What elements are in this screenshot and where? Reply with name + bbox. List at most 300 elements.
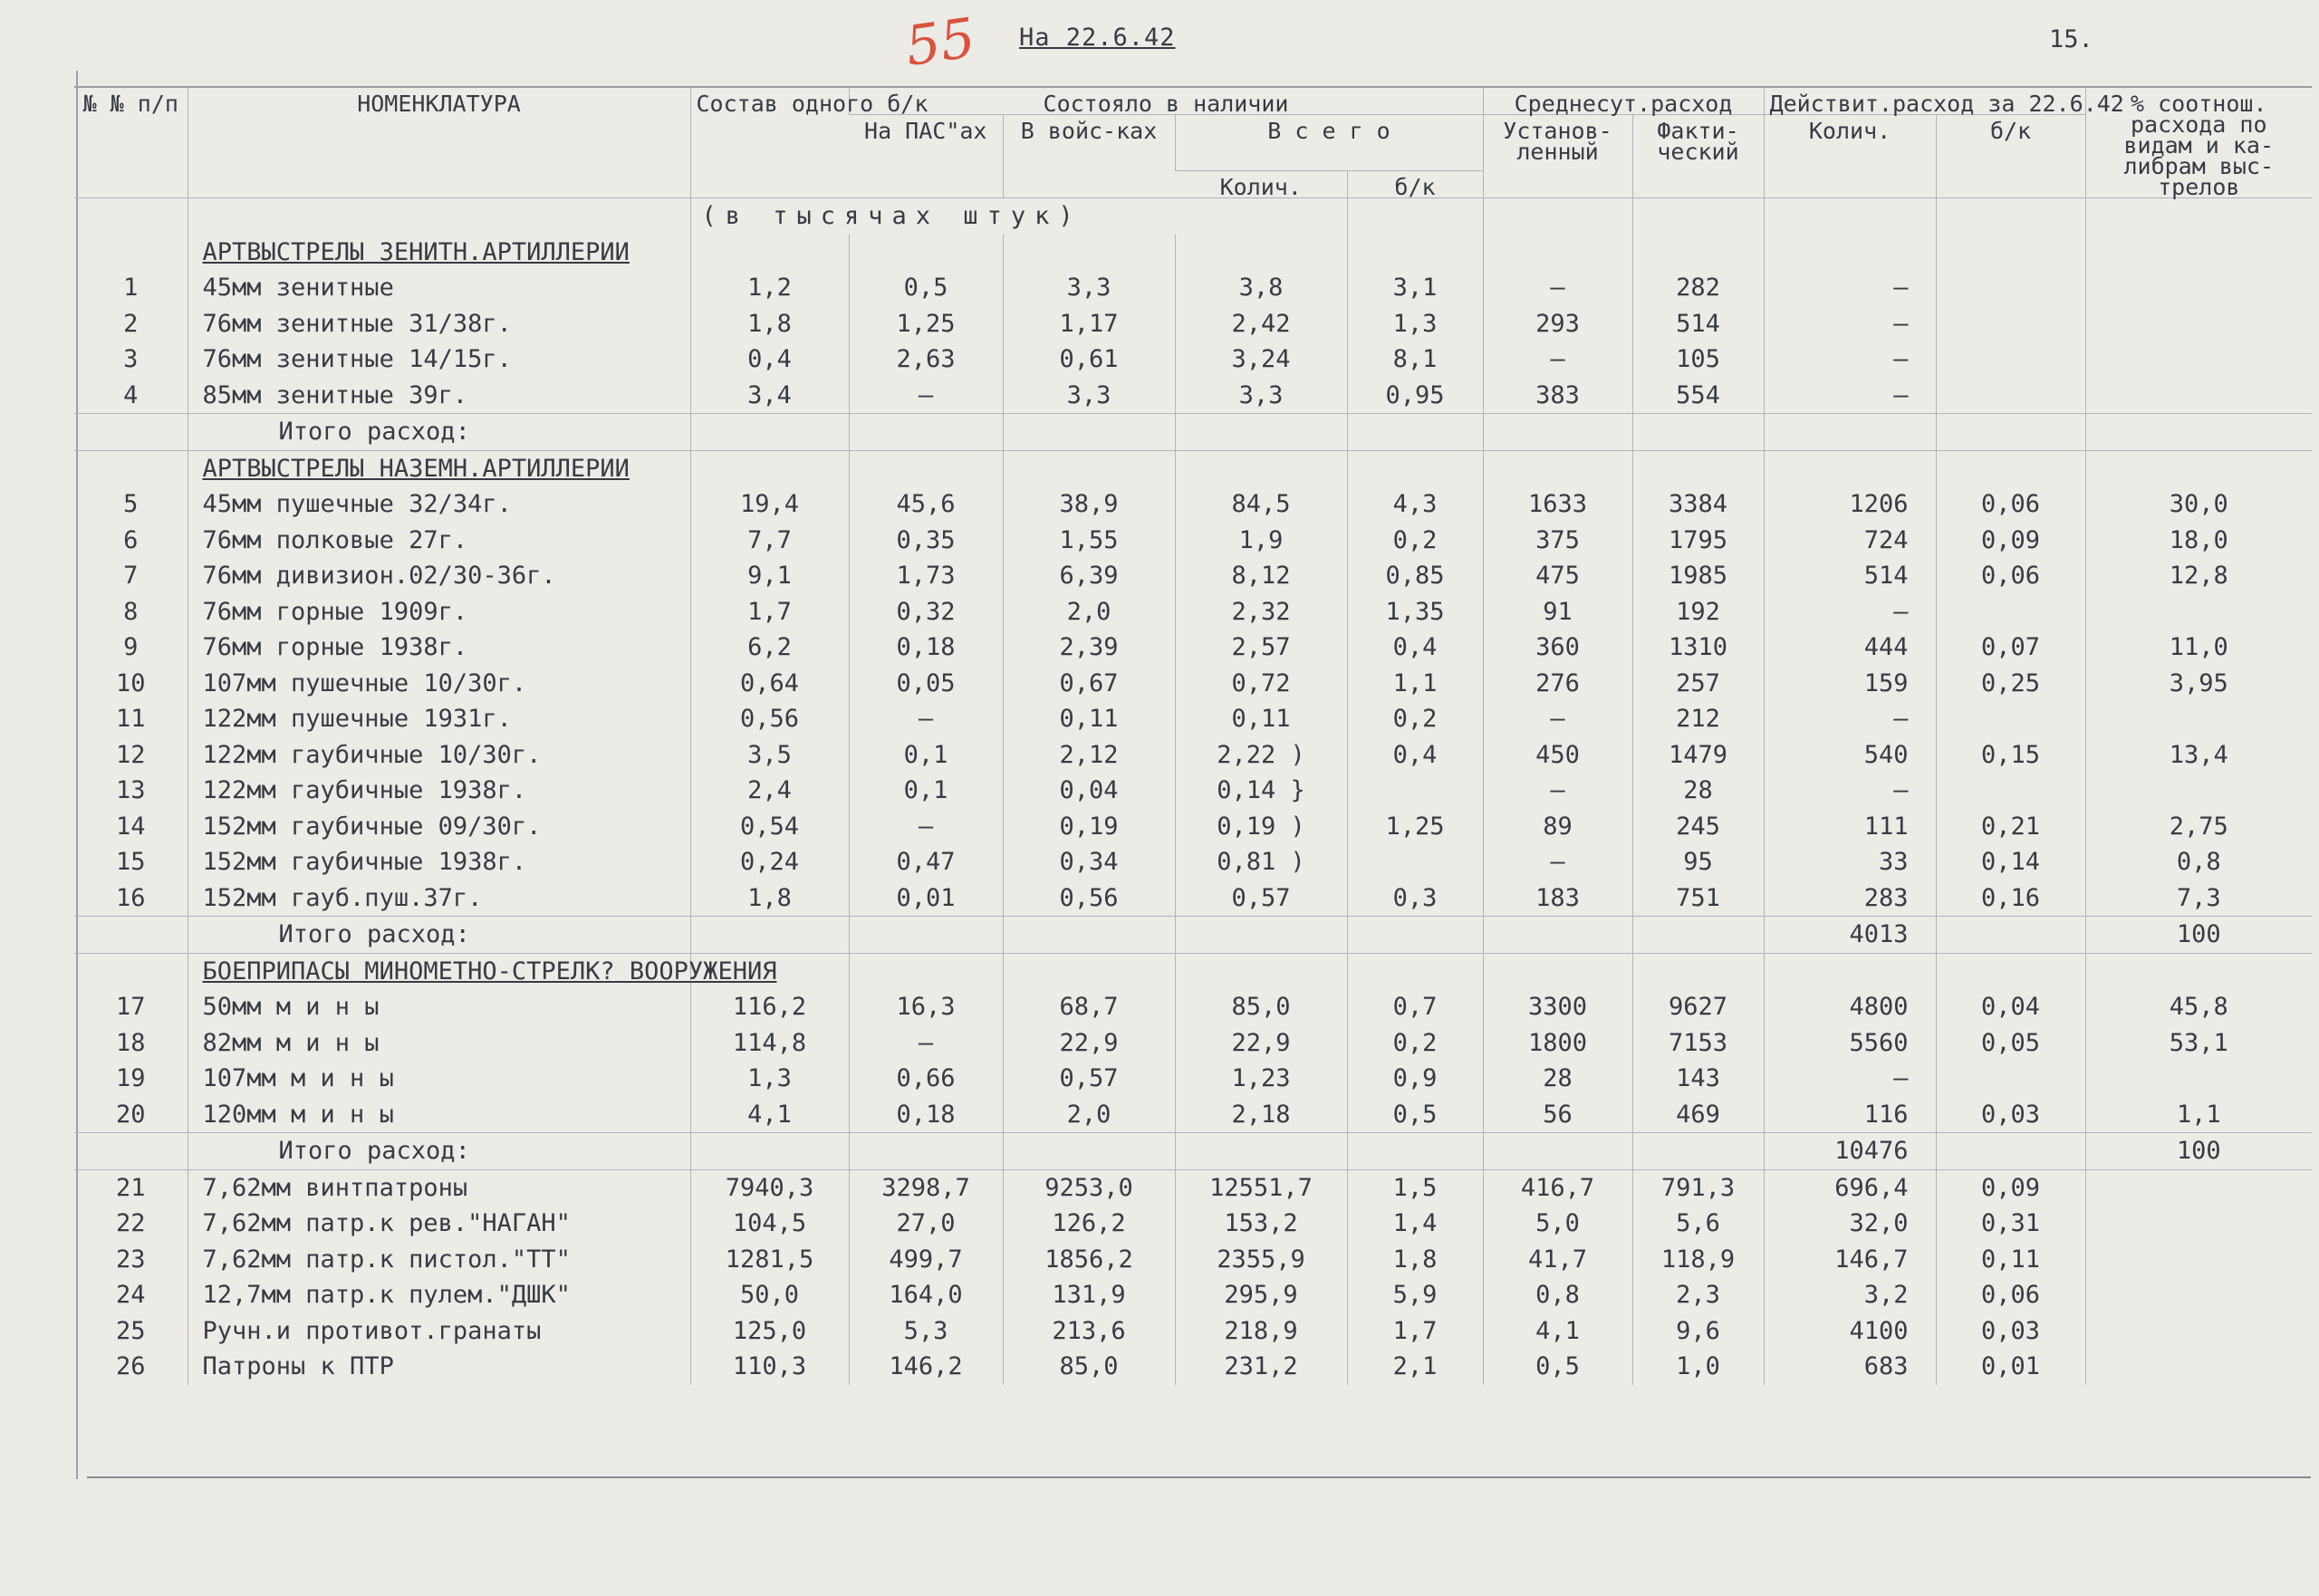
cell-comp: 9,1 — [690, 558, 849, 594]
col-pas: На ПАС"ах — [849, 115, 1003, 198]
table-row — [74, 701, 2312, 737]
cell-aact: 3384 — [1632, 486, 1764, 523]
cell-name: 152мм гаубичные 09/30г. — [188, 809, 690, 845]
cell-bk — [1936, 341, 2085, 378]
cell-tbk: 4,3 — [1347, 486, 1483, 523]
cell-aact: 1310 — [1632, 630, 1764, 666]
cell-pct: 3,95 — [2085, 666, 2312, 702]
cell-aset: 1633 — [1483, 486, 1632, 523]
cell-tbk: 1,4 — [1347, 1206, 1483, 1242]
cell-bk: 0,16 — [1936, 880, 2085, 917]
cell-comp: 114,8 — [690, 1025, 849, 1062]
cell-tqty: 3,24 — [1175, 341, 1347, 378]
cell-troops: 6,39 — [1003, 558, 1175, 594]
table-row — [74, 1025, 2312, 1062]
cell-pas: 0,5 — [849, 270, 1003, 306]
cell-tbk: 0,95 — [1347, 378, 1483, 414]
cell-name: 76мм горные 1909г. — [188, 594, 690, 630]
cell-troops: 2,0 — [1003, 1097, 1175, 1133]
cell-pct: 45,8 — [2085, 989, 2312, 1025]
cell-troops: 68,7 — [1003, 989, 1175, 1025]
cell-pas: 2,63 — [849, 341, 1003, 378]
cell-pct — [2085, 1277, 2312, 1313]
cell-name: 76мм зенитные 31/38г. — [188, 306, 690, 342]
cell-n: 1 — [123, 274, 139, 303]
cell-tqty: 1,9 — [1175, 523, 1347, 559]
cell-aset: 56 — [1483, 1097, 1632, 1133]
cell-tbk: 2,1 — [1347, 1349, 1483, 1385]
total-qty — [1764, 414, 1936, 451]
cell-aset: 3300 — [1483, 989, 1632, 1025]
cell-comp: 50,0 — [690, 1277, 849, 1313]
cell-name: 12,7мм патр.к пулем."ДШК" — [188, 1277, 690, 1313]
cell-pct: 2,75 — [2085, 809, 2312, 845]
cell-troops: 2,39 — [1003, 630, 1175, 666]
cell-bk: 0,06 — [1936, 1277, 2085, 1313]
cell-pct — [2085, 1313, 2312, 1350]
cell-tbk: 1,25 — [1347, 809, 1483, 845]
section-title: АРТВЫСТРЕЛЫ НАЗЕМН.АРТИЛЛЕРИИ — [188, 450, 690, 486]
cell-bk — [1936, 378, 2085, 414]
cell-n: 25 — [115, 1316, 146, 1345]
cell-troops: 38,9 — [1003, 486, 1175, 523]
table-row — [74, 630, 2312, 666]
cell-n: 21 — [74, 1169, 188, 1206]
cell-aset: 183 — [1483, 880, 1632, 917]
cell-n: 22 — [115, 1209, 146, 1238]
cell-n: 9 — [123, 633, 139, 662]
stamp-number: 55 — [901, 6, 979, 79]
cell-troops: 213,6 — [1003, 1313, 1175, 1350]
cell-name: 152мм гауб.пуш.37г. — [188, 880, 690, 917]
section-title: БОЕПРИПАСЫ МИНОМЕТНО-СТРЕЛК? ВООРУЖЕНИЯ — [188, 953, 690, 989]
cell-pct: 0,8 — [2085, 844, 2312, 880]
col-actual-qty: Колич. — [1764, 115, 1936, 198]
cell-pct: 53,1 — [2085, 1025, 2312, 1062]
cell-aact: 257 — [1632, 666, 1764, 702]
cell-tqty: 2,22 ) — [1175, 737, 1347, 774]
cell-tbk: 0,85 — [1347, 558, 1483, 594]
cell-bk: 0,05 — [1936, 1025, 2085, 1062]
cell-troops: 1,17 — [1003, 306, 1175, 342]
cell-tbk: 0,2 — [1347, 523, 1483, 559]
cell-aset: 375 — [1483, 523, 1632, 559]
cell-tbk: 1,8 — [1347, 1242, 1483, 1278]
cell-aact: 118,9 — [1632, 1242, 1764, 1278]
cell-tbk: 1,3 — [1347, 306, 1483, 342]
table-row — [74, 1349, 2312, 1385]
cell-name: 7,62мм патр.к пистол."ТТ" — [188, 1242, 690, 1278]
table-row — [74, 1313, 2312, 1350]
cell-bk: 0,31 — [1936, 1206, 2085, 1242]
cell-pas: 0,18 — [849, 630, 1003, 666]
cell-aact: 469 — [1632, 1097, 1764, 1133]
cell-aact: 1795 — [1632, 523, 1764, 559]
page-number: 15. — [2049, 25, 2093, 53]
cell-name: 120мм м и н ы — [188, 1097, 690, 1133]
cell-pct — [2085, 1206, 2312, 1242]
cell-troops: 3,3 — [1003, 270, 1175, 306]
cell-pct: 1,1 — [2085, 1097, 2312, 1133]
cell-n: 11 — [115, 705, 146, 734]
cell-tqty: 3,3 — [1175, 378, 1347, 414]
cell-pas: – — [849, 701, 1003, 737]
cell-aact: 9627 — [1632, 989, 1764, 1025]
cell-pas: 16,3 — [849, 989, 1003, 1025]
cell-tqty: 0,81 ) — [1175, 844, 1347, 880]
cell-comp: 116,2 — [690, 989, 849, 1025]
table-row — [74, 880, 2312, 917]
cell-n: 4 — [123, 380, 139, 409]
cell-tqty: 218,9 — [1175, 1313, 1347, 1350]
cell-tqty: 85,0 — [1175, 989, 1347, 1025]
cell-aset: 276 — [1483, 666, 1632, 702]
cell-tbk: 0,4 — [1347, 737, 1483, 774]
cell-n: 20 — [115, 1100, 146, 1129]
cell-qty: 696,4 — [1764, 1169, 1936, 1206]
cell-n: 17 — [115, 993, 146, 1022]
cell-qty: 111 — [1764, 809, 1936, 845]
cell-troops: 0,56 — [1003, 880, 1175, 917]
table-row — [74, 1061, 2312, 1097]
cell-tqty: 0,14 } — [1175, 773, 1347, 809]
total-qty: 10476 — [1764, 1133, 1936, 1170]
cell-name: 122мм пушечные 1931г. — [188, 701, 690, 737]
cell-troops: 0,67 — [1003, 666, 1175, 702]
cell-aset: 89 — [1483, 809, 1632, 845]
cell-tbk: 8,1 — [1347, 341, 1483, 378]
cell-n: 12 — [115, 740, 146, 769]
cell-tqty: 0,72 — [1175, 666, 1347, 702]
section-title-row — [74, 235, 2312, 271]
cell-tqty: 0,19 ) — [1175, 809, 1347, 845]
cell-aact: 1985 — [1632, 558, 1764, 594]
total-qty: 4013 — [1764, 917, 1936, 954]
col-nn: № № п/п — [74, 87, 188, 198]
cell-qty: 283 — [1764, 880, 1936, 917]
cell-bk: 0,01 — [1936, 1349, 2085, 1385]
ammunition-table — [74, 86, 2312, 1385]
cell-name: 7,62мм патр.к рев."НАГАН" — [188, 1206, 690, 1242]
cell-aact: 7153 — [1632, 1025, 1764, 1062]
cell-bk — [1936, 1061, 2085, 1097]
cell-pct — [2085, 1061, 2312, 1097]
col-on-hand: Состояло в наличии — [849, 87, 1483, 115]
cell-bk: 0,11 — [1936, 1242, 2085, 1278]
table-row — [74, 1169, 2312, 1206]
cell-tbk: 0,5 — [1347, 1097, 1483, 1133]
cell-aact: 1479 — [1632, 737, 1764, 774]
cell-aset: 416,7 — [1483, 1169, 1632, 1206]
cell-bk — [1936, 701, 2085, 737]
cell-pct — [2085, 773, 2312, 809]
cell-comp: 3,5 — [690, 737, 849, 774]
cell-n: 15 — [115, 848, 146, 877]
cell-aset: 41,7 — [1483, 1242, 1632, 1278]
cell-qty: 5560 — [1764, 1025, 1936, 1062]
cell-pct: 7,3 — [2085, 880, 2312, 917]
cell-pct — [2085, 1169, 2312, 1206]
cell-qty: – — [1764, 701, 1936, 737]
cell-bk: 0,09 — [1936, 523, 2085, 559]
cell-name: 45мм зенитные — [188, 270, 690, 306]
cell-aact: 95 — [1632, 844, 1764, 880]
cell-pas: 0,32 — [849, 594, 1003, 630]
cell-comp: 1,8 — [690, 880, 849, 917]
cell-tqty: 295,9 — [1175, 1277, 1347, 1313]
cell-pas: 499,7 — [849, 1242, 1003, 1278]
table-row — [74, 1206, 2312, 1242]
cell-pas: 0,1 — [849, 737, 1003, 774]
cell-troops: 2,0 — [1003, 594, 1175, 630]
cell-name: 122мм гаубичные 10/30г. — [188, 737, 690, 774]
cell-pct — [2085, 1242, 2312, 1278]
col-composition: Состав одного б/к — [690, 87, 849, 198]
cell-bk: 0,06 — [1936, 486, 2085, 523]
col-avg-set: Установ-ленный — [1483, 115, 1632, 198]
table-row — [74, 558, 2312, 594]
cell-comp: 7,7 — [690, 523, 849, 559]
cell-tqty: 153,2 — [1175, 1206, 1347, 1242]
cell-tbk: 3,1 — [1347, 270, 1483, 306]
cell-pas: – — [849, 1025, 1003, 1062]
total-row — [74, 917, 2312, 954]
cell-qty: 159 — [1764, 666, 1936, 702]
cell-n: 19 — [115, 1064, 146, 1093]
cell-bk: 0,03 — [1936, 1313, 2085, 1350]
cell-qty: – — [1764, 1061, 1936, 1097]
cell-qty: – — [1764, 594, 1936, 630]
cell-pas: 1,25 — [849, 306, 1003, 342]
cell-n: 13 — [115, 776, 146, 805]
col-troops: В войс-ках — [1003, 115, 1175, 198]
cell-tqty: 1,23 — [1175, 1061, 1347, 1097]
cell-tbk: 1,1 — [1347, 666, 1483, 702]
cell-bk: 0,25 — [1936, 666, 2085, 702]
table-row — [74, 809, 2312, 845]
table-row — [74, 486, 2312, 523]
cell-pct — [2085, 594, 2312, 630]
cell-troops: 3,3 — [1003, 378, 1175, 414]
cell-troops: 0,04 — [1003, 773, 1175, 809]
cell-qty: 116 — [1764, 1097, 1936, 1133]
cell-tqty: 84,5 — [1175, 486, 1347, 523]
cell-n: 10 — [115, 668, 146, 697]
cell-qty: 1206 — [1764, 486, 1936, 523]
col-avg-actual: Факти-ческий — [1632, 115, 1764, 198]
cell-qty: 146,7 — [1764, 1242, 1936, 1278]
cell-qty: 32,0 — [1764, 1206, 1936, 1242]
cell-tqty: 2,32 — [1175, 594, 1347, 630]
cell-pct — [2085, 341, 2312, 378]
cell-aact: 751 — [1632, 880, 1764, 917]
cell-bk — [1936, 306, 2085, 342]
cell-tqty: 8,12 — [1175, 558, 1347, 594]
cell-troops: 0,11 — [1003, 701, 1175, 737]
cell-aact: 143 — [1632, 1061, 1764, 1097]
total-pct: 100 — [2085, 1133, 2312, 1170]
table-body — [74, 198, 2312, 1385]
date-heading: На 22.6.42 — [1019, 24, 1176, 52]
cell-bk — [1936, 270, 2085, 306]
cell-aset: – — [1483, 341, 1632, 378]
cell-n: 7 — [123, 562, 139, 591]
cell-n: 24 — [115, 1281, 146, 1310]
col-total-bk: б/к — [1347, 171, 1483, 198]
cell-aset: 293 — [1483, 306, 1632, 342]
cell-comp: 1281,5 — [690, 1242, 849, 1278]
cell-tbk: 0,2 — [1347, 701, 1483, 737]
cell-n: 16 — [115, 883, 146, 912]
cell-name: 107мм м и н ы — [188, 1061, 690, 1097]
cell-qty: 4100 — [1764, 1313, 1936, 1350]
cell-name: 7,62мм винтпатроны — [188, 1169, 690, 1206]
cell-aact: 5,6 — [1632, 1206, 1764, 1242]
cell-name: 50мм м и н ы — [188, 989, 690, 1025]
section-title: АРТВЫСТРЕЛЫ ЗЕНИТН.АРТИЛЛЕРИИ — [188, 235, 690, 271]
cell-comp: 3,4 — [690, 378, 849, 414]
cell-pas: 0,01 — [849, 880, 1003, 917]
cell-aset: – — [1483, 701, 1632, 737]
cell-name: 85мм зенитные 39г. — [188, 378, 690, 414]
cell-tbk: 0,3 — [1347, 880, 1483, 917]
cell-n: 8 — [123, 597, 139, 626]
cell-tbk: 1,35 — [1347, 594, 1483, 630]
cell-aset: 383 — [1483, 378, 1632, 414]
cell-pct — [2085, 701, 2312, 737]
cell-troops: 0,19 — [1003, 809, 1175, 845]
cell-pct — [2085, 378, 2312, 414]
cell-aact: 105 — [1632, 341, 1764, 378]
cell-name: 122мм гаубичные 1938г. — [188, 773, 690, 809]
cell-name: 76мм зенитные 14/15г. — [188, 341, 690, 378]
cell-name: 45мм пушечные 32/34г. — [188, 486, 690, 523]
cell-comp: 0,54 — [690, 809, 849, 845]
total-row — [74, 414, 2312, 451]
cell-aset: – — [1483, 270, 1632, 306]
cell-comp: 1,2 — [690, 270, 849, 306]
cell-troops: 9253,0 — [1003, 1169, 1175, 1206]
section-title-row — [74, 450, 2312, 486]
cell-tqty: 0,57 — [1175, 880, 1347, 917]
cell-tbk: 1,5 — [1347, 1169, 1483, 1206]
cell-aact: 28 — [1632, 773, 1764, 809]
cell-bk: 0,03 — [1936, 1097, 2085, 1133]
cell-qty: – — [1764, 270, 1936, 306]
cell-qty: – — [1764, 341, 1936, 378]
cell-pas: 0,66 — [849, 1061, 1003, 1097]
cell-qty: 514 — [1764, 558, 1936, 594]
cell-pas: 146,2 — [849, 1349, 1003, 1385]
cell-comp: 0,4 — [690, 341, 849, 378]
cell-bk: 0,07 — [1936, 630, 2085, 666]
cell-troops: 1856,2 — [1003, 1242, 1175, 1278]
cell-n: 23 — [115, 1245, 146, 1274]
cell-comp: 0,56 — [690, 701, 849, 737]
cell-comp: 0,24 — [690, 844, 849, 880]
table-row — [74, 594, 2312, 630]
cell-name: 76мм полковые 27г. — [188, 523, 690, 559]
table-row — [74, 341, 2312, 378]
cell-aact: 245 — [1632, 809, 1764, 845]
cell-pct: 30,0 — [2085, 486, 2312, 523]
cell-pct: 11,0 — [2085, 630, 2312, 666]
section-title-row — [74, 953, 2312, 989]
cell-qty: 3,2 — [1764, 1277, 1936, 1313]
cell-tbk — [1347, 844, 1483, 880]
cell-pas: 27,0 — [849, 1206, 1003, 1242]
cell-n: 3 — [123, 345, 139, 374]
table-row — [74, 737, 2312, 774]
cell-troops: 22,9 — [1003, 1025, 1175, 1062]
cell-pas: 0,05 — [849, 666, 1003, 702]
cell-aset: 5,0 — [1483, 1206, 1632, 1242]
cell-tbk: 0,7 — [1347, 989, 1483, 1025]
cell-tqty: 2,42 — [1175, 306, 1347, 342]
cell-aact: 514 — [1632, 306, 1764, 342]
cell-tqty: 0,11 — [1175, 701, 1347, 737]
cell-aact: 2,3 — [1632, 1277, 1764, 1313]
cell-name: Патроны к ПТР — [188, 1349, 690, 1385]
cell-troops: 126,2 — [1003, 1206, 1175, 1242]
total-label: Итого расход: — [188, 414, 690, 451]
table-header — [74, 87, 2312, 198]
cell-bk: 0,15 — [1936, 737, 2085, 774]
cell-aact: 212 — [1632, 701, 1764, 737]
cell-pct — [2085, 270, 2312, 306]
cell-pas: 0,18 — [849, 1097, 1003, 1133]
total-label: Итого расход: — [188, 1133, 690, 1170]
cell-troops: 2,12 — [1003, 737, 1175, 774]
cell-troops: 0,61 — [1003, 341, 1175, 378]
table-row — [74, 270, 2312, 306]
col-actual: Действит.расход за 22.6.42 — [1764, 87, 2085, 115]
cell-tqty: 2,57 — [1175, 630, 1347, 666]
cell-tqty: 22,9 — [1175, 1025, 1347, 1062]
cell-bk — [1936, 594, 2085, 630]
units-note: (в тысячах штук) — [690, 198, 1347, 235]
cell-tqty: 2,18 — [1175, 1097, 1347, 1133]
cell-pas: – — [849, 378, 1003, 414]
cell-pct — [2085, 306, 2312, 342]
cell-aset: 360 — [1483, 630, 1632, 666]
cell-tbk: 0,4 — [1347, 630, 1483, 666]
cell-pas: – — [849, 809, 1003, 845]
cell-name: 76мм дивизион.02/30-36г. — [188, 558, 690, 594]
table-row — [74, 1242, 2312, 1278]
cell-troops: 0,57 — [1003, 1061, 1175, 1097]
cell-comp: 4,1 — [690, 1097, 849, 1133]
cell-comp: 6,2 — [690, 630, 849, 666]
cell-qty: 540 — [1764, 737, 1936, 774]
col-percent: % соотнош. расхода по видам и ка-либрам выс-трелов — [2085, 87, 2312, 198]
cell-pct: 18,0 — [2085, 523, 2312, 559]
col-actual-bk: б/к — [1936, 115, 2085, 198]
cell-name: Ручн.и противот.гранаты — [188, 1313, 690, 1350]
cell-n: 14 — [115, 812, 146, 841]
cell-comp: 1,8 — [690, 306, 849, 342]
cell-comp: 7940,3 — [690, 1169, 849, 1206]
total-pct — [2085, 414, 2312, 451]
cell-aact: 1,0 — [1632, 1349, 1764, 1385]
cell-tbk: 5,9 — [1347, 1277, 1483, 1313]
table-row — [74, 844, 2312, 880]
cell-pct: 13,4 — [2085, 737, 2312, 774]
cell-comp: 1,7 — [690, 594, 849, 630]
table-row — [74, 306, 2312, 342]
cell-tbk — [1347, 773, 1483, 809]
cell-troops: 131,9 — [1003, 1277, 1175, 1313]
